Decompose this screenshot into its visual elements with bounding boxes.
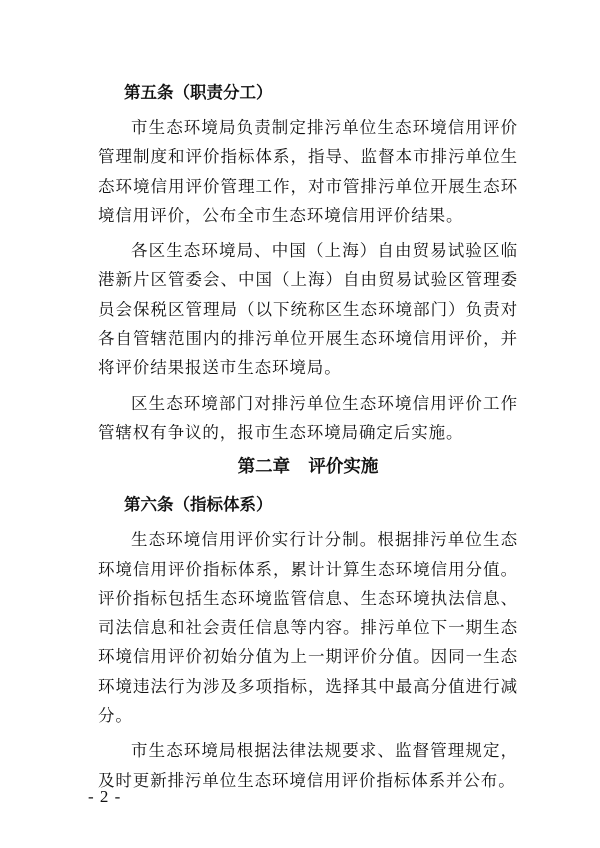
article-5-heading: 第五条（职责分工）	[124, 83, 273, 102]
article-6-paragraph-2: 市生态环境局根据法律法规要求、监督管理规定，及时更新排污单位生态环境信用评价指标体系并公布。	[98, 741, 518, 790]
article-5-paragraph-3: 区生态环境部门对排污单位生态环境信用评价工作管辖权有争议的，报市生态环境局确定后实施。	[98, 393, 518, 442]
article-5-paragraph-2: 各区生态环境局、中国（上海）自由贸易试验区临港新片区管委会、中国（上海）自由贸易试验区管理委员会保税区管理局（以下统称区生态环境部门）负责对各自管辖范围内的排污单位开展生态环境信用评价，并将评价结果报送市生态环境局。	[98, 241, 518, 378]
page-content	[98, 78, 518, 801]
article-6-heading: 第六条（指标体系）	[124, 495, 273, 515]
chapter-2-title: 第二章 评价实施	[237, 457, 379, 478]
article-6-paragraph-1: 生态环境信用评价实行计分制。根据排污单位生态环境信用评价指标体系，累计计算生态环境信用分值。评价指标包括生态环境监管信息、生态环境执法信息、司法信息和社会责任信息等内容。排污单位下一期生态环境信用评价初始分值为上一期评价分值。因同一生态环境违法行为涉及多项指标，选择其中最高分值进行减分。	[98, 530, 518, 726]
article-5-paragraph-1: 市生态环境局负责制定排污单位生态环境信用评价管理制度和评价指标体系，指导、监督本市排污单位生态环境信用评价管理工作，对市管排污单位开展生态环境信用评价，公布全市生态环境信用评价结果。	[98, 118, 518, 225]
page-number: - 2 -	[88, 787, 122, 806]
